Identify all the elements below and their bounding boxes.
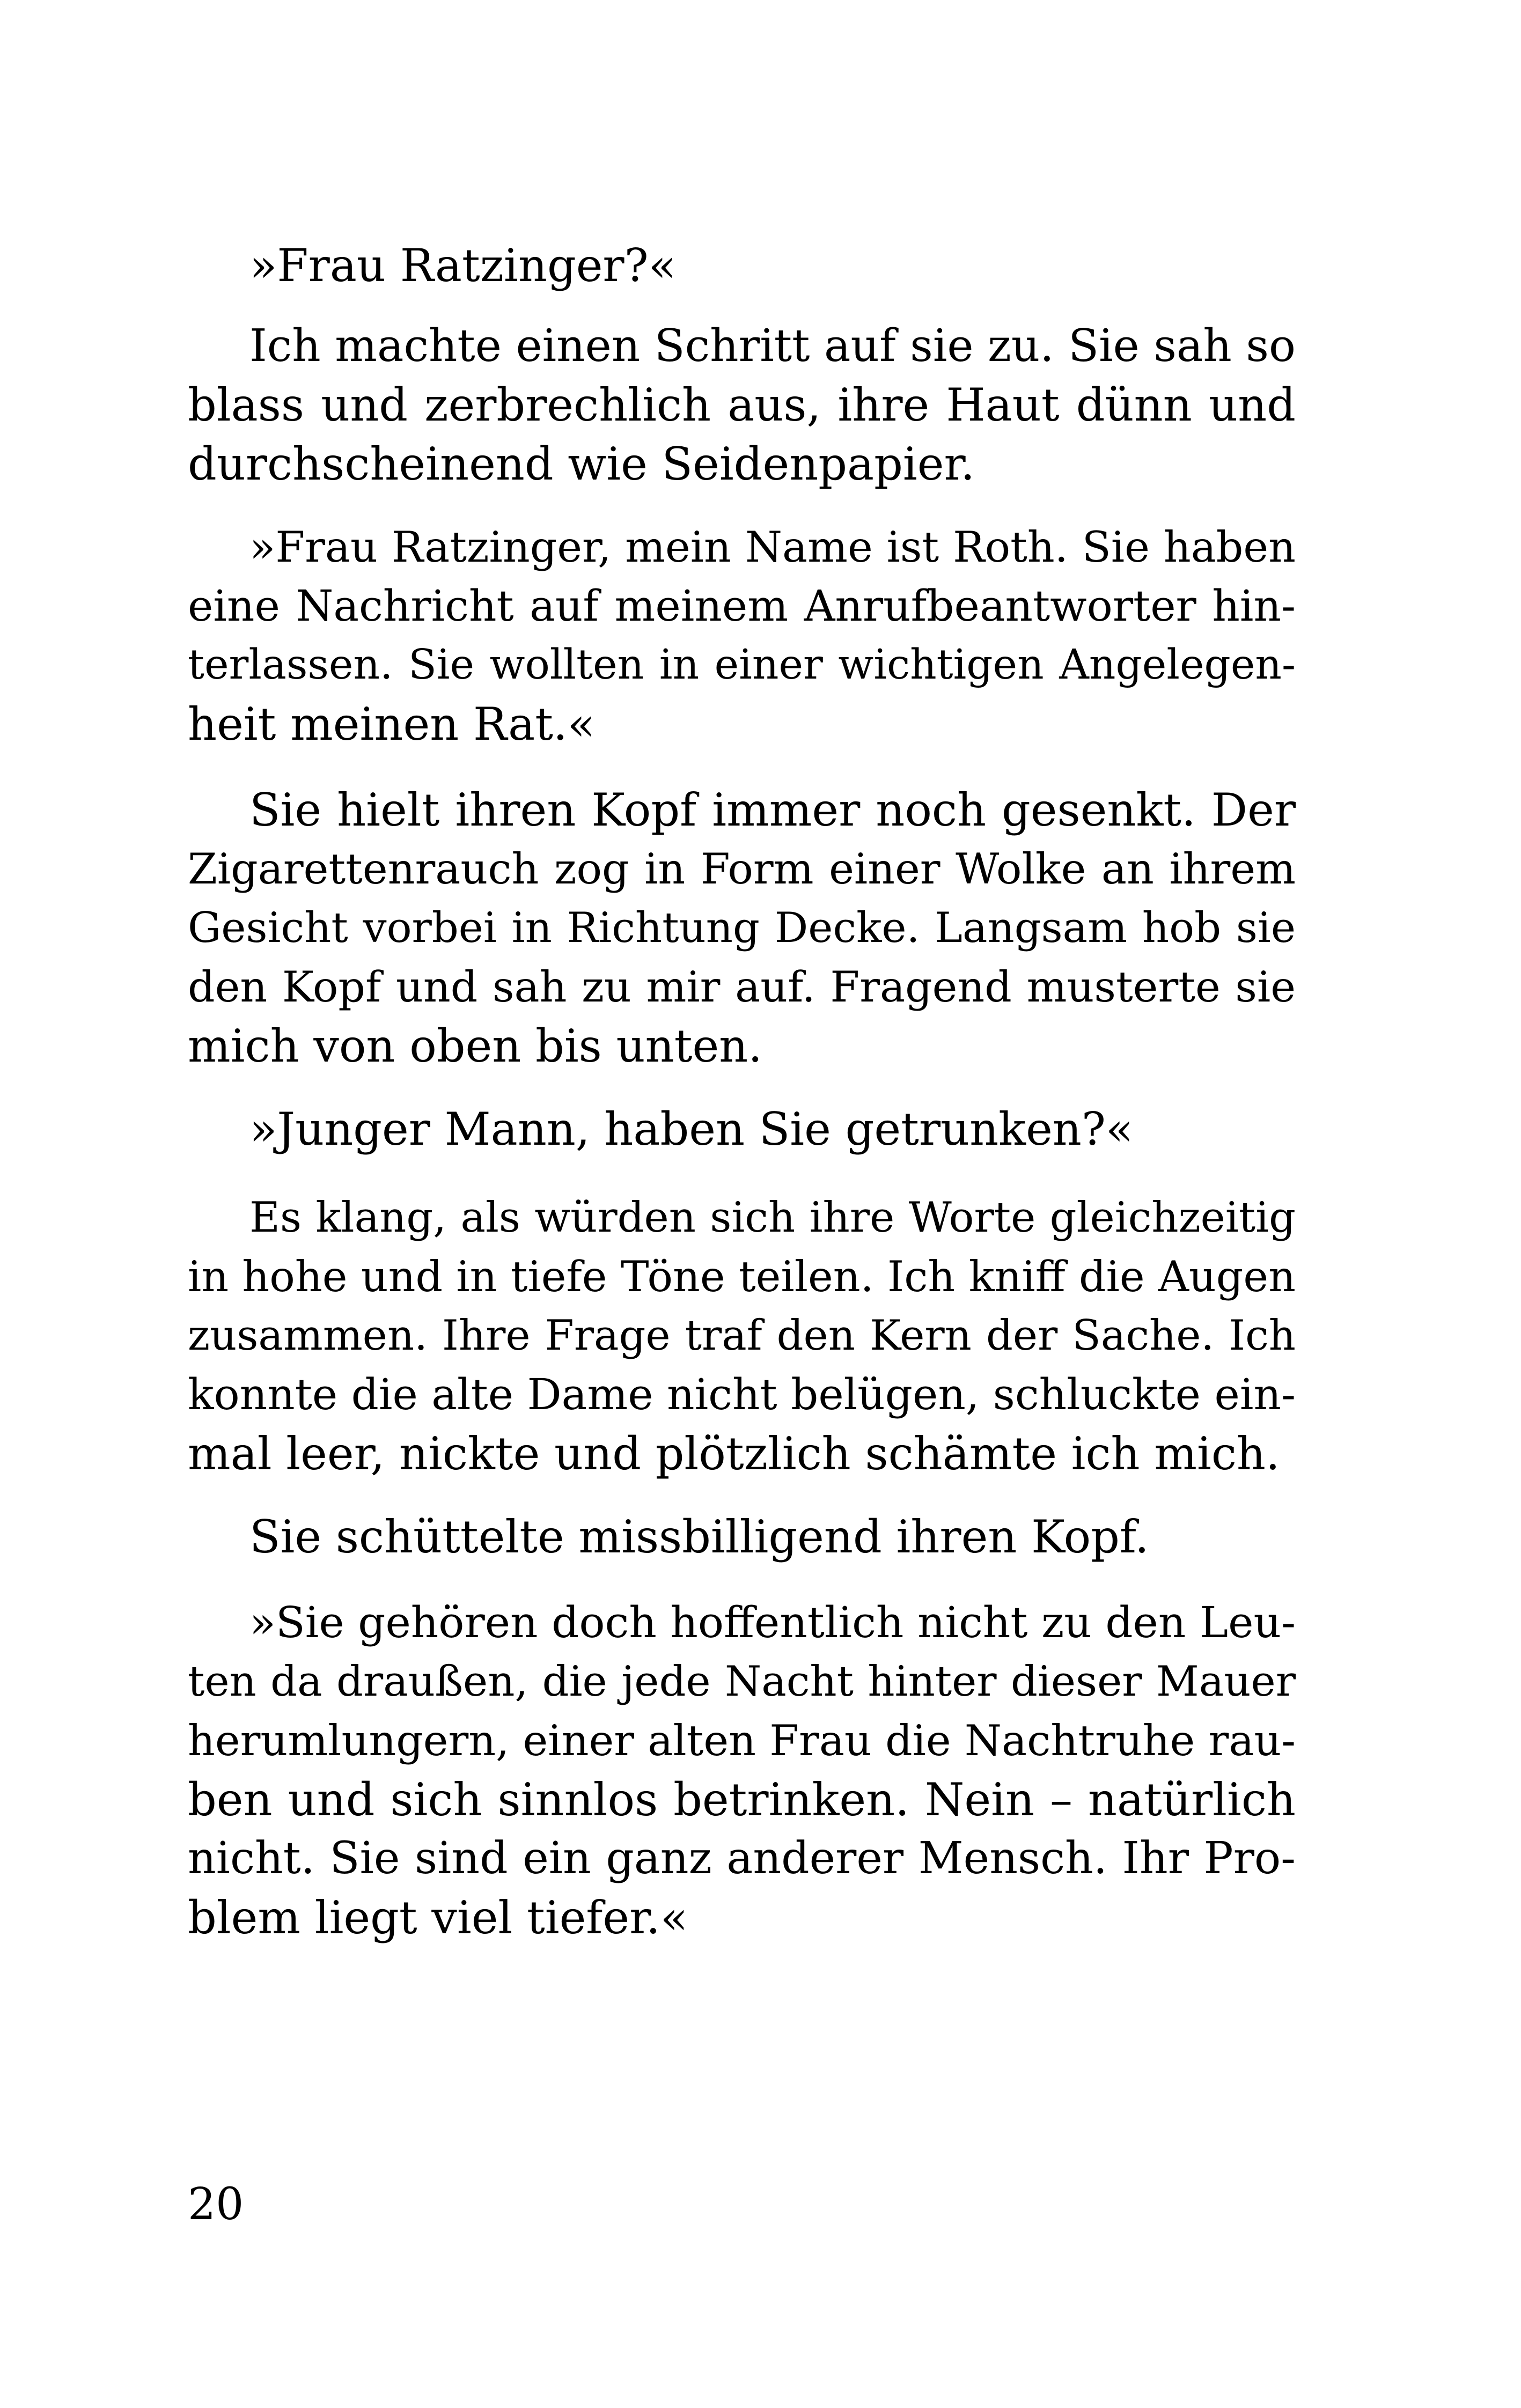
text-line: ten da draußen, die jede Nacht hinter dieser Mauer: [188, 1658, 1296, 1706]
text-line: eine Nachricht auf meinem Anrufbeantworter hin-: [188, 581, 1296, 631]
text-line: durchscheinend wie Seidenpapier.: [188, 438, 975, 490]
text-line: in hohe und in tiefe Töne teilen. Ich kniff die Augen: [188, 1252, 1296, 1301]
text-line: ben und sich sinnlos betrinken. Nein – natürlich: [188, 1773, 1296, 1826]
text-line: terlassen. Sie wollten in einer wichtigen Angelegen-: [188, 641, 1296, 689]
text-line: mal leer, nickte und plötzlich schämte ich mich.: [188, 1427, 1280, 1480]
text-line: »Sie gehören doch hoffentlich nicht zu den Leu-: [249, 1597, 1296, 1647]
text-line: zusammen. Ihre Frage traf den Kern der Sache. Ich: [188, 1312, 1296, 1360]
text-line: Zigarettenrauch zog in Form einer Wolke an ihrem: [188, 844, 1296, 894]
text-line: Gesicht vorbei in Richtung Decke. Langsam hob sie: [188, 904, 1296, 952]
text-line: »Frau Ratzinger?«: [249, 239, 677, 292]
text-line: nicht. Sie sind ein ganz anderer Mensch. Ihr Pro-: [188, 1833, 1296, 1884]
text-line: blem liegt viel tiefer.«: [188, 1891, 688, 1944]
text-line: heit meinen Rat.«: [188, 698, 596, 750]
text-line: »Junger Mann, haben Sie getrunken?«: [249, 1103, 1134, 1155]
page-number: 20: [188, 2179, 244, 2230]
text-line: Ich machte einen Schritt auf sie zu. Sie sah so: [249, 320, 1296, 372]
text-line: konnte die alte Dame nicht belügen, schluckte ein-: [188, 1369, 1296, 1419]
text-line: »Frau Ratzinger, mein Name ist Roth. Sie haben: [249, 522, 1296, 572]
text-line: Sie schüttelte missbilligend ihren Kopf.: [249, 1511, 1149, 1563]
text-line: Es klang, als würden sich ihre Worte gleichzeitig: [249, 1194, 1296, 1242]
text-line: den Kopf und sah zu mir auf. Fragend musterte sie: [188, 962, 1296, 1012]
text-line: herumlungern, einer alten Frau die Nachtruhe rau-: [188, 1716, 1296, 1765]
text-line: mich von oben bis unten.: [188, 1020, 762, 1072]
text-line: Sie hielt ihren Kopf immer noch gesenkt. Der: [249, 784, 1296, 836]
text-line: blass und zerbrechlich aus, ihre Haut dünn und: [188, 379, 1296, 431]
